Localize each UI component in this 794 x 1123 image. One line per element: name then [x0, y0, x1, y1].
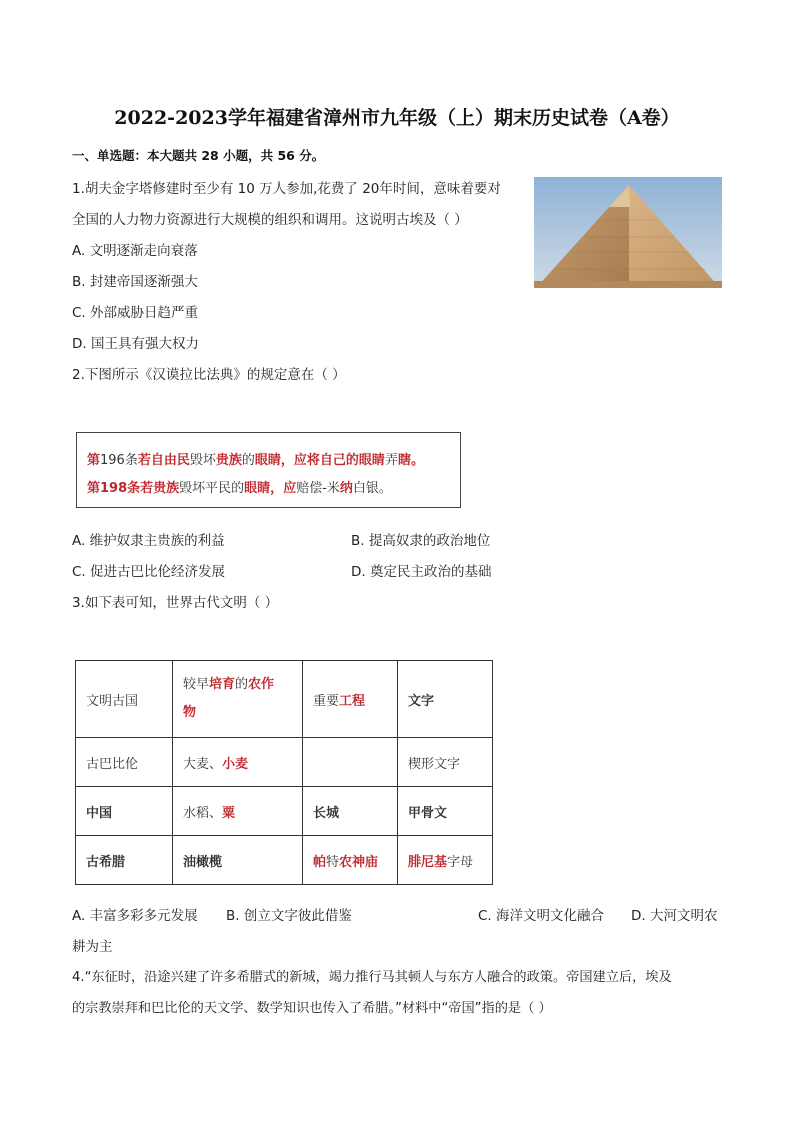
- table-row: [76, 836, 493, 885]
- table-cell: 古巴比伦: [76, 738, 173, 787]
- q2-option-b: B. 提高奴隶的政治地位: [351, 533, 491, 549]
- law-text: 弄: [384, 453, 398, 468]
- table-header-row: [76, 661, 493, 738]
- q1-stem-line2: 全国的人力物力资源进行大规模的组织和调用。这说明古埃及（ ）: [72, 212, 468, 228]
- table-cell: 水稻、粟: [173, 787, 303, 836]
- page-title: 2022-2023学年福建省漳州市九年级（上）期末历史试卷（A卷）: [114, 107, 680, 129]
- q2-option-a: A. 维护奴隶主贵族的利益: [72, 533, 225, 549]
- law-text: 瞎: [397, 453, 411, 468]
- q2-option-c: C. 促进古巴比伦经济发展: [72, 564, 226, 580]
- table-cell: 长城: [303, 787, 398, 836]
- table-cell: 中国: [76, 787, 173, 836]
- q2-option-d: D. 奠定民主政治的基础: [351, 564, 492, 580]
- law-excerpt-box: [76, 432, 461, 508]
- law-text: 纳: [339, 481, 353, 496]
- q1-option-c: C. 外部威胁日趋严重: [72, 305, 199, 321]
- law-text: 应: [283, 481, 297, 496]
- table-cell: 帕特农神庙: [303, 836, 398, 885]
- table-header-cell: 文明古国: [76, 661, 173, 738]
- q1-option-b: B. 封建帝国逐渐强大: [72, 274, 198, 290]
- law-text: ，: [270, 481, 284, 496]
- law-text: 。: [410, 453, 424, 468]
- q3-option-a: A. 丰富多彩多元发展: [72, 908, 198, 924]
- q3-option-b: B. 创立文字彼此借鉴: [226, 908, 352, 924]
- law-text: 的: [241, 453, 255, 468]
- pyramid-photo: [534, 177, 722, 288]
- law-text: 第: [87, 453, 101, 468]
- q1-option-d: D. 国王具有强大权力: [72, 336, 199, 352]
- law-text: 毁坏平民的: [179, 481, 245, 496]
- law-text: 白银。: [352, 481, 392, 496]
- law-text: 赔偿-米: [296, 481, 340, 496]
- table-cell: [303, 738, 398, 787]
- table-cell: 古希腊: [76, 836, 173, 885]
- law-text: 第198条若贵族: [87, 481, 180, 496]
- table-row: [76, 787, 493, 836]
- table-cell: 油橄榄: [173, 836, 303, 885]
- law-text: 毁坏: [189, 453, 216, 468]
- law-text: 若自由民: [137, 453, 190, 468]
- table-cell: 大麦、小麦: [173, 738, 303, 787]
- civilizations-table: [75, 660, 493, 885]
- table-header-cell: 较早培育的农作 物: [173, 661, 303, 738]
- law-text: ，应将自己的眼睛: [280, 453, 385, 468]
- table-cell: 楔形文字: [398, 738, 493, 787]
- q3-stem: 3.如下表可知，世界古代文明（ ）: [72, 595, 279, 611]
- q3-option-d: D. 大河文明农: [631, 908, 718, 924]
- q3-option-c: C. 海洋文明文化融合: [478, 908, 605, 924]
- q1-stem-line1: 1.胡夫金字塔修建时至少有 10 万人参加,花费了 20年时间，意味着要对: [72, 181, 501, 197]
- q1-option-a: A. 文明逐渐走向衰落: [72, 243, 198, 259]
- section-heading: 一、单选题：本大题共 28 小题，共 56 分。: [72, 148, 325, 163]
- law-text: 196条: [100, 453, 138, 468]
- q4-stem-line1: 4.“东征时，沿途兴建了许多希腊式的新城，竭力推行马其顿人与东方人融合的政策。帝国建立后，埃及: [72, 970, 672, 985]
- law-text: 贵族: [215, 453, 242, 468]
- table-header-cell: 文字: [398, 661, 493, 738]
- table-cell: 甲骨文: [398, 787, 493, 836]
- table-cell: 腓尼基字母: [398, 836, 493, 885]
- law-article-198: [87, 477, 392, 496]
- q4-stem-line2: 的宗教崇拜和巴比伦的天文学、数学知识也传入了希腊。”材料中“帝国”指的是（ ）: [72, 1001, 552, 1016]
- law-article-196: [87, 449, 424, 468]
- law-text: 眼睛: [254, 453, 281, 468]
- table-row: [76, 738, 493, 787]
- table-header-cell: 重要工程: [303, 661, 398, 738]
- q2-stem: 2.下图所示《汉谟拉比法典》的规定意在（ ）: [72, 367, 346, 383]
- q3-option-d-continued: 耕为主: [72, 939, 113, 955]
- law-text: 眼睛: [244, 481, 271, 496]
